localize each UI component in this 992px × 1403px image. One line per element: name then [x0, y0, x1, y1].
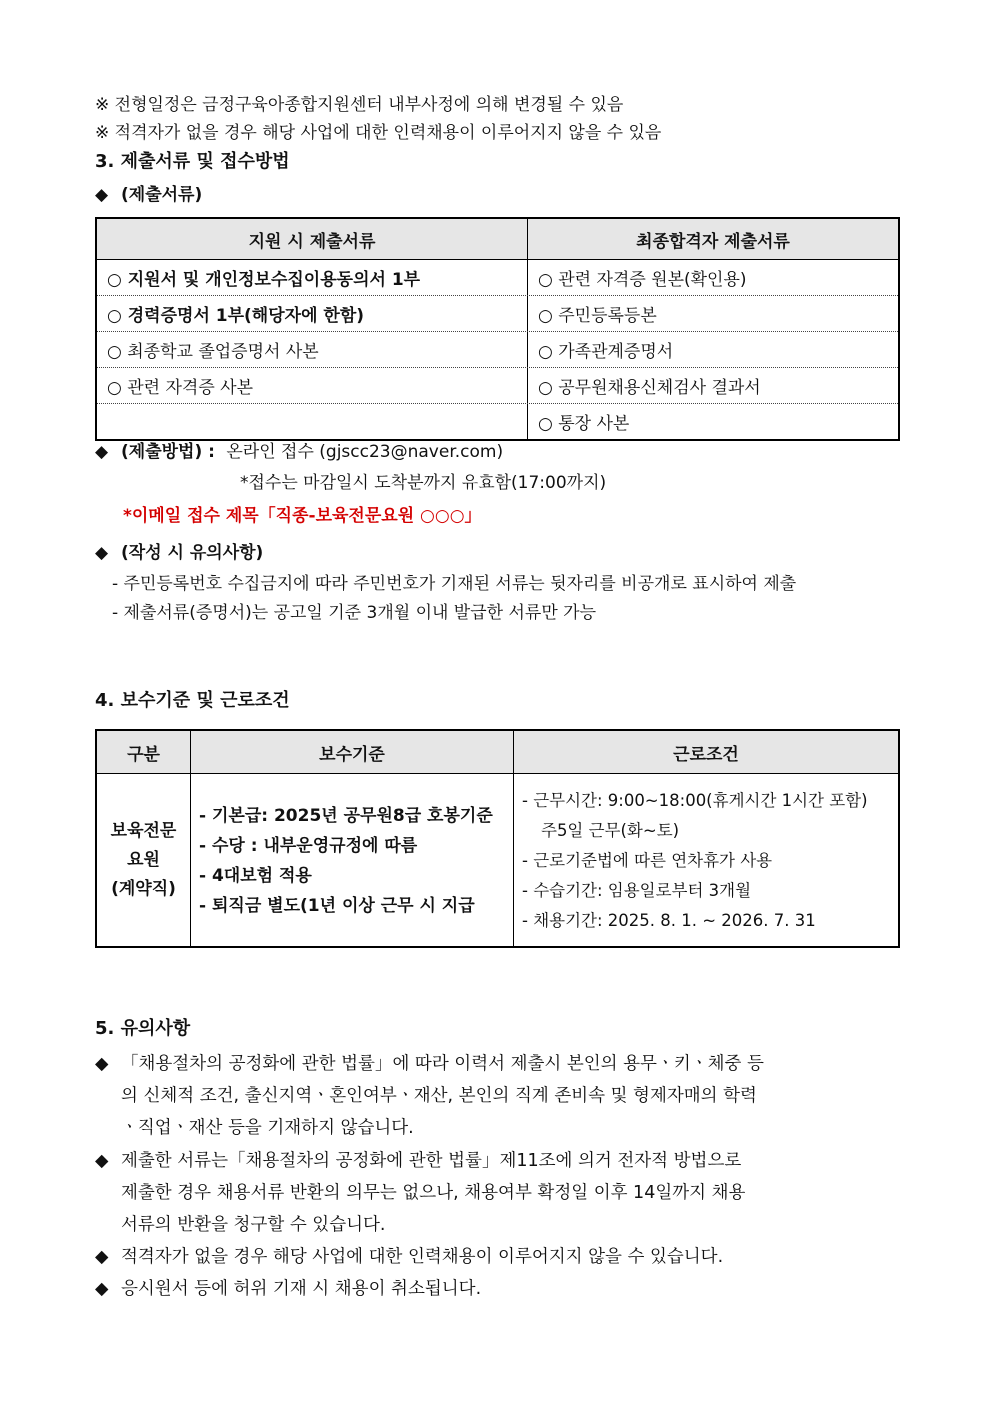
pay-item: - 기본급: 2025년 공무원8급 호봉기준 [199, 805, 493, 826]
diamond-icon: ◆ [95, 1054, 109, 1074]
section3-heading: 3. 제출서류 및 접수방법 [95, 151, 290, 172]
diamond-icon: ◆ [95, 1247, 109, 1267]
notice-text: 응시원서 등에 허위 기재 시 채용이 취소됩니다. [121, 1279, 482, 1299]
table-cell: ○ 최종학교 졸업증명서 사본 [97, 332, 528, 367]
method-label: (제출방법) : [121, 442, 215, 462]
no-candidate-note: ※ 적격자가 없을 경우 해당 사업에 대한 인력채용이 이루어지지 않을 수 있음 [95, 123, 662, 143]
condition-item: - 수습기간: 임용일로부터 3개월 [522, 880, 752, 900]
condition-item: - 채용기간: 2025. 8. 1. ~ 2026. 7. 31 [522, 910, 816, 930]
header-category: 구분 [97, 731, 191, 773]
condition-item: - 근무시간: 9:00~18:00(휴게시간 1시간 포함) [522, 790, 868, 810]
method-value: 온라인 접수 (gjscc23@naver.com) [226, 442, 504, 462]
condition-item: - 근로기준법에 따른 연차휴가 사용 [522, 850, 773, 870]
diamond-icon: ◆ [95, 185, 109, 205]
pay-item: - 퇴직금 별도(1년 이상 근무 시 지급 [199, 895, 475, 916]
category-line: 요원 [127, 850, 160, 870]
table-row [97, 296, 898, 332]
caution-label-line [95, 538, 263, 563]
notice-line [95, 1241, 900, 1273]
table-cell: ○ 통장 사본 [538, 414, 630, 434]
docs-label: (제출서류) [121, 185, 203, 205]
table-header [97, 731, 898, 774]
notice-item [95, 1048, 900, 1144]
header-conditions: 근로조건 [673, 744, 739, 765]
notice-line [95, 1273, 900, 1305]
notice-line: 의 신체적 조건, 출신지역ㆍ혼인여부ㆍ재산, 본인의 직계 존비속 및 형제자매의 학력 [121, 1086, 757, 1106]
notice-line [95, 1145, 900, 1177]
category-line: (계약직) [111, 879, 176, 899]
notice-text: 「채용절차의 공정화에 관한 법률」에 따라 이력서 제출시 본인의 용무ㆍ키ㆍ체중 등 [121, 1054, 764, 1074]
pay-item: - 수당 : 내부운영규정에 따름 [199, 835, 418, 856]
caution-item: - 제출서류(증명서)는 공고일 기준 3개월 이내 발급한 서류만 가능 [112, 603, 596, 623]
notice-item [95, 1241, 900, 1273]
header-final-docs: 최종합격자 제출서류 [636, 231, 790, 252]
pay-item: - 4대보험 적용 [199, 865, 312, 886]
table-row [97, 774, 898, 947]
notice-line [95, 1048, 900, 1080]
diamond-icon: ◆ [95, 1151, 109, 1171]
table-row [97, 368, 898, 404]
table-row [97, 332, 898, 368]
diamond-icon: ◆ [95, 1279, 109, 1299]
pay-cell [191, 774, 514, 947]
table-cell: ○ 경력증명서 1부(해당자에 한함) [97, 296, 528, 331]
table-cell: ○ 관련 자격증 원본(확인용) [538, 270, 747, 290]
notice-item [95, 1145, 900, 1241]
method-note: *접수는 마감일시 도착분까지 유효함(17:00까지) [240, 473, 607, 493]
documents-table [95, 217, 900, 441]
table-header [97, 219, 898, 260]
pay-conditions-table [95, 729, 900, 948]
table-cell: ○ 관련 자격증 사본 [97, 368, 528, 403]
caution-item: - 주민등록번호 수집금지에 따라 주민번호가 기재된 서류는 뒷자리를 비공개로 표시하여 제출 [112, 574, 797, 594]
table-row [97, 404, 898, 439]
conditions-cell [514, 774, 898, 947]
diamond-icon: ◆ [95, 543, 109, 563]
category-line: 보육전문 [110, 821, 177, 841]
table-cell: ○ 가족관계증명서 [538, 342, 674, 362]
table-cell [97, 404, 528, 439]
section4-heading: 4. 보수기준 및 근로조건 [95, 690, 290, 711]
category-cell [97, 774, 191, 947]
header-apply-docs: 지원 시 제출서류 [97, 219, 528, 259]
notice-item [95, 1273, 900, 1305]
table-cell: ○ 공무원채용신체검사 결과서 [538, 378, 761, 398]
docs-label-line [95, 180, 202, 205]
header-pay: 보수기준 [191, 731, 514, 773]
caution-label: (작성 시 유의사항) [121, 543, 264, 563]
condition-item: 주5일 근무(화~토) [541, 820, 680, 840]
table-cell: ○ 지원서 및 개인정보수집이용동의서 1부 [97, 260, 528, 295]
notice-line: 서류의 반환을 청구할 수 있습니다. [121, 1215, 386, 1235]
email-subject-note: *이메일 접수 제목「직종-보육전문요원 ○○○」 [123, 506, 482, 526]
notice-line: ㆍ직업ㆍ재산 등을 기재하지 않습니다. [121, 1118, 414, 1138]
notice-line: 제출한 경우 채용서류 반환의 의무는 없으나, 채용여부 확정일 이후 14일까지 채용 [121, 1183, 746, 1203]
diamond-icon: ◆ [95, 442, 109, 462]
method-line [95, 437, 503, 462]
notice-text: 적격자가 없을 경우 해당 사업에 대한 인력채용이 이루어지지 않을 수 있습니다. [121, 1247, 724, 1267]
notice-text: 제출한 서류는「채용절차의 공정화에 관한 법률」제11조에 의거 전자적 방법으로 [121, 1151, 742, 1171]
table-cell: ○ 주민등록등본 [538, 306, 657, 326]
table-row [97, 260, 898, 296]
schedule-note: ※ 전형일정은 금정구육아종합지원센터 내부사정에 의해 변경될 수 있음 [95, 95, 624, 115]
section5-heading: 5. 유의사항 [95, 1018, 191, 1039]
